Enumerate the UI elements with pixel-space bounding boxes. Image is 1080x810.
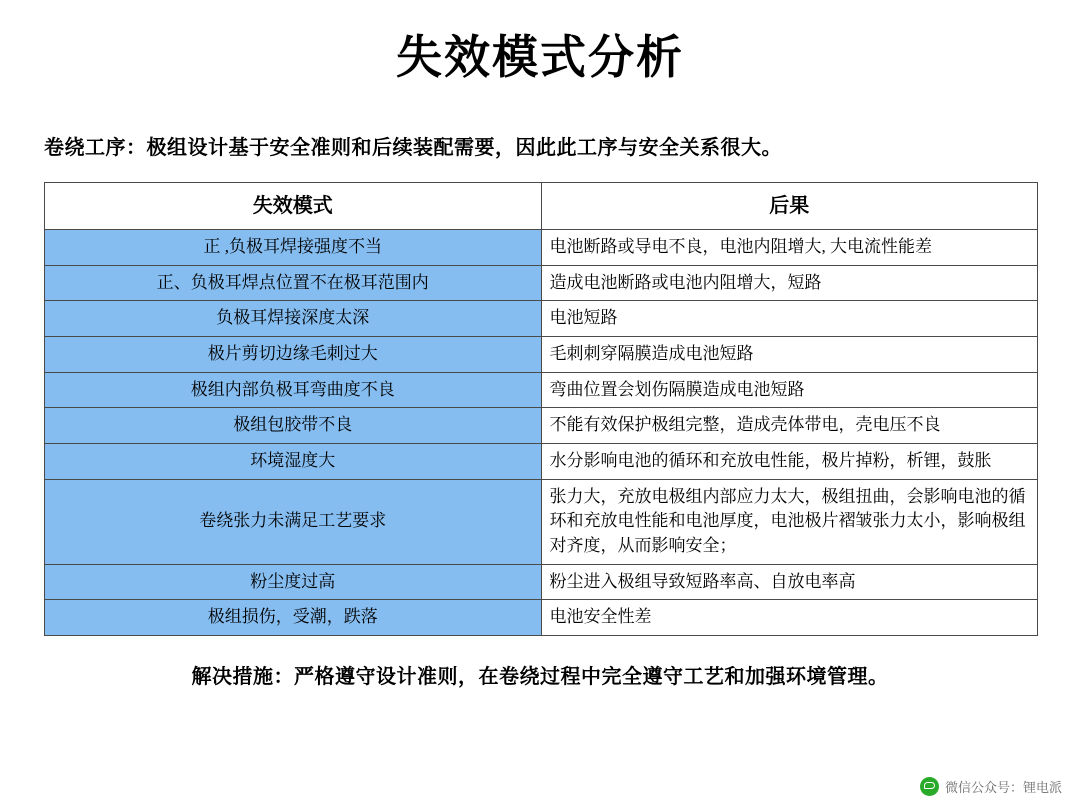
column-header-mode: 失效模式 <box>45 183 542 230</box>
table-row <box>45 337 1038 373</box>
table-row <box>45 444 1038 480</box>
cell-mode: 粉尘度过高 <box>45 564 542 600</box>
table-row <box>45 301 1038 337</box>
table-row <box>45 479 1038 564</box>
cell-result: 电池断路或导电不良，电池内阻增大, 大电流性能差 <box>541 230 1038 266</box>
failure-mode-table-wrapper <box>44 182 1038 636</box>
table-body <box>45 230 1038 636</box>
column-header-result: 后果 <box>541 183 1038 230</box>
table-row <box>45 265 1038 301</box>
cell-result: 张力大，充放电极组内部应力太大，极组扭曲，会影响电池的循环和充放电性能和电池厚度，电池极片褶皱张力太小，影响极组对齐度，从而影响安全； <box>541 479 1038 564</box>
cell-mode: 负极耳焊接深度太深 <box>45 301 542 337</box>
cell-result: 水分影响电池的循环和充放电性能，极片掉粉，析锂，鼓胀 <box>541 444 1038 480</box>
page-title: 失效模式分析 <box>396 32 684 83</box>
cell-mode: 正、负极耳焊点位置不在极耳范围内 <box>45 265 542 301</box>
table-row <box>45 408 1038 444</box>
cell-mode: 正 ,负极耳焊接强度不当 <box>45 230 542 266</box>
cell-mode: 极组包胶带不良 <box>45 408 542 444</box>
cell-result: 造成电池断路或电池内阻增大，短路 <box>541 265 1038 301</box>
intro-paragraph: 卷绕工序：极组设计基于安全准则和后续装配需要，因此此工序与安全关系很大。 <box>44 137 782 160</box>
cell-result: 弯曲位置会划伤隔膜造成电池短路 <box>541 372 1038 408</box>
table-row <box>45 600 1038 636</box>
table-row <box>45 372 1038 408</box>
cell-result: 粉尘进入极组导致短路率高、自放电率高 <box>541 564 1038 600</box>
cell-mode: 环境湿度大 <box>45 444 542 480</box>
failure-mode-table <box>44 182 1038 636</box>
cell-result: 不能有效保护极组完整，造成壳体带电，壳电压不良 <box>541 408 1038 444</box>
watermark-label: 微信公众号：锂电派 <box>944 780 1062 795</box>
table-row <box>45 230 1038 266</box>
cell-mode: 卷绕张力未满足工艺要求 <box>45 479 542 564</box>
wechat-icon <box>920 777 939 796</box>
cell-mode: 极片剪切边缘毛刺过大 <box>45 337 542 373</box>
table-row <box>45 564 1038 600</box>
cell-mode: 极组损伤，受潮，跌落 <box>45 600 542 636</box>
cell-mode: 极组内部负极耳弯曲度不良 <box>45 372 542 408</box>
cell-result: 电池安全性差 <box>541 600 1038 636</box>
table-header-row <box>45 183 1038 230</box>
cell-result: 电池短路 <box>541 301 1038 337</box>
table-header <box>45 183 1038 230</box>
watermark <box>920 777 1062 796</box>
solution-note: 解决措施：严格遵守设计准则，在卷绕过程中完全遵守工艺和加强环境管理。 <box>191 665 889 688</box>
cell-result: 毛刺刺穿隔膜造成电池短路 <box>541 337 1038 373</box>
